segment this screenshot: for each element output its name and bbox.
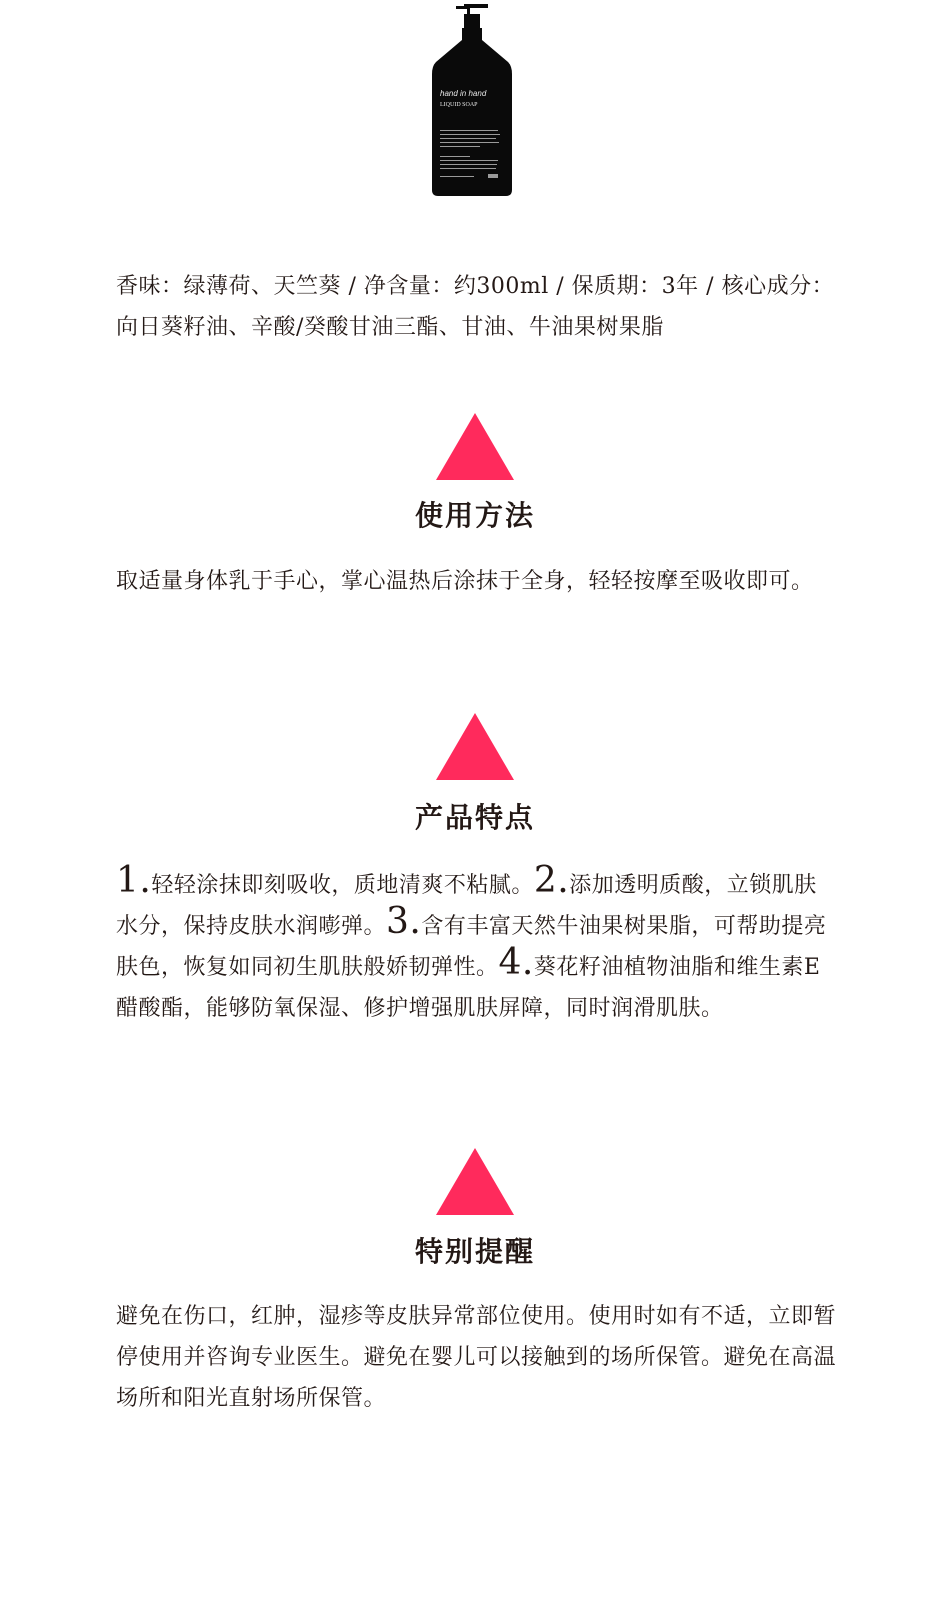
reminder-title: 特别提醒 xyxy=(414,1235,535,1268)
triangle-icon xyxy=(436,413,514,480)
triangle-icon xyxy=(436,1148,514,1215)
features-title: 产品特点 xyxy=(414,801,535,834)
feature-item xyxy=(116,860,534,901)
product-bottle-image xyxy=(418,0,526,205)
usage-title: 使用方法 xyxy=(414,499,535,532)
usage-text: 取适量身体乳于手心，掌心温热后涂抹于全身，轻轻按摩至吸收即可。 xyxy=(116,569,814,594)
feature-text: 含有丰富天然牛油果树果脂，可帮助提亮肤色，恢复如同初生肌肤般娇韧弹性。 xyxy=(116,914,827,980)
feature-text: 轻轻涂抹即刻吸收，质地清爽不粘腻。 xyxy=(151,873,534,898)
features-text xyxy=(116,860,838,1029)
reminder-text: 避免在伤口，红肿，湿疹等皮肤异常部位使用。使用时如有不适，立即暂停使用并咨询专业医生。避免在婴儿可以接触到的场所保管。避免在高温场所和阳光直射场所保管。 xyxy=(116,1304,837,1411)
bottle-name-text: LIQUID SOAP xyxy=(440,102,478,108)
triangle-icon xyxy=(436,713,514,780)
feature-number: 2. xyxy=(533,860,570,901)
bottle-brand-text: hand in hand xyxy=(440,89,487,98)
feature-text: 添加透明质酸，立锁肌肤水分，保持皮肤水润嘭弹。 xyxy=(116,873,817,939)
feature-number: 4. xyxy=(498,942,534,983)
feature-number: 3. xyxy=(386,901,422,942)
feature-text: 葵花籽油植物油脂和维生素E醋酸酯，能够防氧保湿、修护增强肌肤屏障，同时润滑肌肤。 xyxy=(116,955,821,1021)
product-specs: 香味：绿薄荷、天竺葵 / 净含量：约300ml / 保质期：3年 / 核心成分：向日葵籽油、辛酸/癸酸甘油三酯、甘油、牛油果树果脂 xyxy=(116,274,835,340)
feature-number: 1. xyxy=(116,860,152,901)
